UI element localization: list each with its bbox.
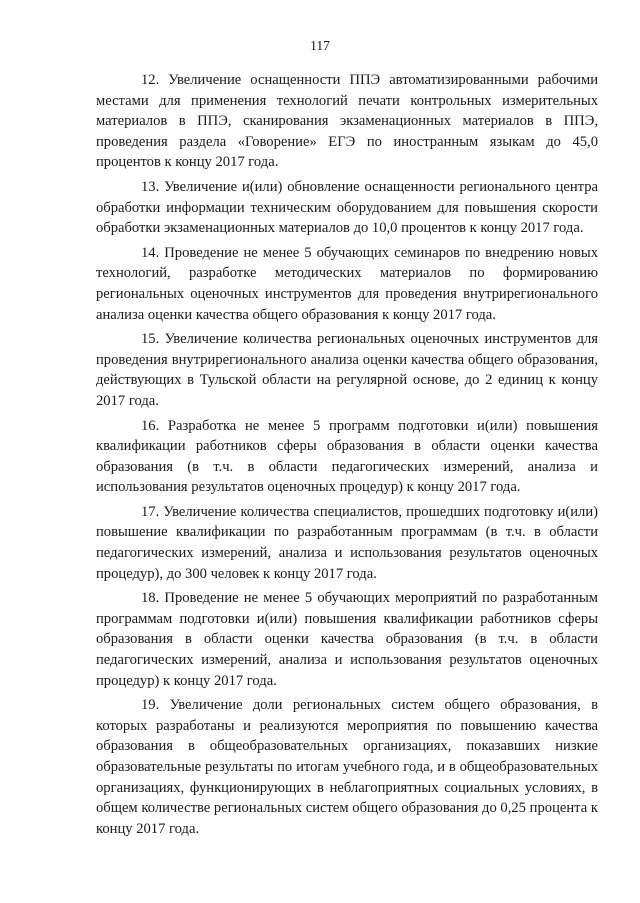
paragraph-item-18: 18. Проведение не менее 5 обучающих мероприятий по разработанным программам подготовки и(или) повышения квалификации работников сферы образования в области оценки качества образования (в т.ч. в области педагогических измерений, анализа и использования результатов оценочных процедур) к концу 2017 года. — [96, 590, 598, 689]
paragraph-item-14: 14. Проведение не менее 5 обучающих семинаров по внедрению новых технологий, разработке методических материалов по формированию региональных оценочных инструментов для проведения внутрирегионального анализа оценки качества общего образования к концу 2017 года. — [96, 244, 598, 323]
page-number: 117 — [310, 38, 330, 53]
paragraph-item-19: 19. Увеличение доли региональных систем общего образования, в которых разработаны и реализуются мероприятия по повышению качества образования в общеобразовательных организациях, показавших низкие образовательные результаты по итогам учебного года, и в общеобразовательных организациях, функционирующих в неблагоприятных социальных условиях, в общем количестве региональных систем общего образования до 0,25 процента к концу 2017 года. — [96, 697, 598, 837]
paragraph-item-17: 17. Увеличение количества специалистов, прошедших подготовку и(или) повышение квалификации по разработанным программам (в т.ч. в области педагогических измерений, анализа и использования результатов оценочных процедур), до 300 человек к концу 2017 года. — [96, 503, 598, 582]
document-body — [96, 70, 598, 843]
paragraph-item-15: 15. Увеличение количества региональных оценочных инструментов для проведения внутрирегионального анализа оценки качества общего образования, действующих в Тульской области на регулярной основе, до 2 единиц к концу 2017 года. — [96, 331, 598, 409]
paragraph-item-13: 13. Увеличение и(или) обновление оснащенности регионального центра обработки информации техническим оборудованием для повышения скорости обработки экзаменационных материалов до 10,0 процентов к концу 2017 года. — [96, 178, 598, 237]
paragraph-item-12: 12. Увеличение оснащенности ППЭ автоматизированными рабочими местами для применения технологий печати контрольных измерительных материалов в ППЭ, сканирования экзаменационных материалов в ППЭ, проведения раздела «Говорение» ЕГЭ по иностранным языкам до 45,0 процентов к концу 2017 года. — [96, 72, 598, 171]
paragraph-item-16: 16. Разработка не менее 5 программ подготовки и(или) повышения квалификации работников сферы образования в области оценки качества образования (в т.ч. в области педагогических измерений, анализа и использования результатов оценочных процедур) к концу 2017 года. — [96, 417, 598, 496]
